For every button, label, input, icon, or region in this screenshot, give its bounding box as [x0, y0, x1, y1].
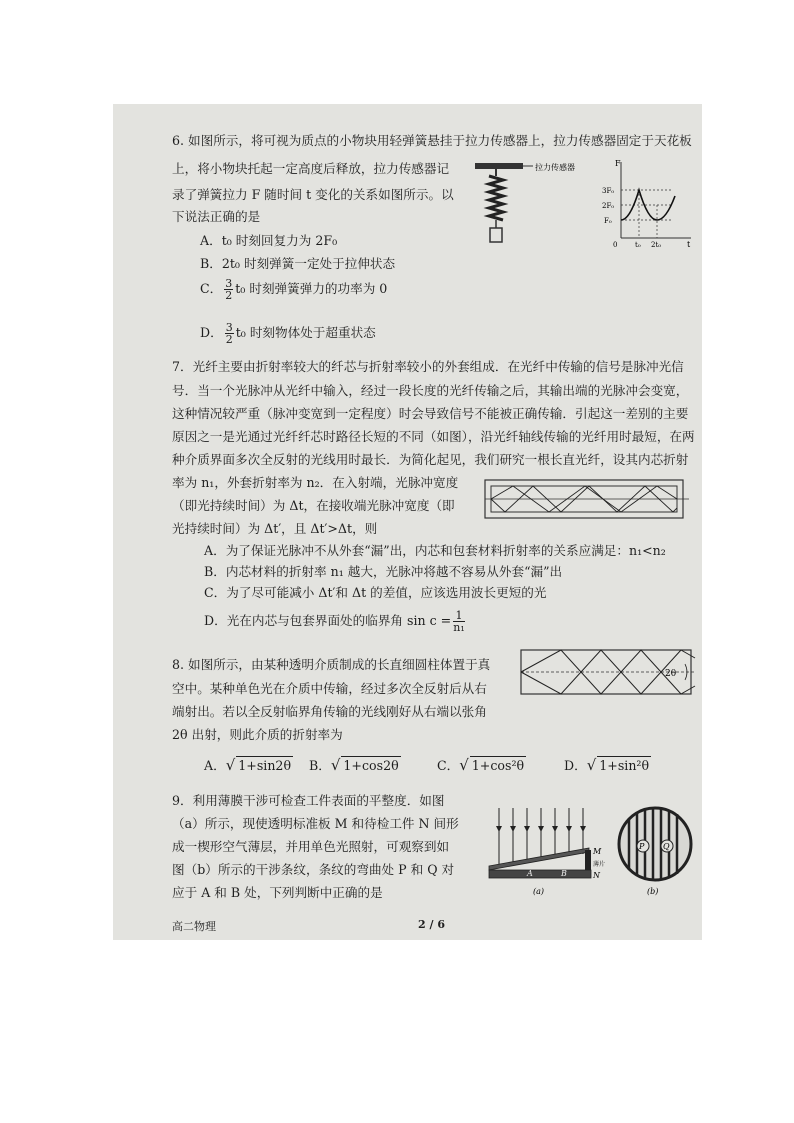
- q7-line2: 号．当一个光脉冲从光纤中输入，经过一段长度的光纤传输之后，其输出端的光脉冲会变宽，: [172, 383, 689, 398]
- label-n: N: [593, 871, 600, 880]
- q6-line4: 下说法正确的是: [172, 209, 261, 224]
- q8-line4: 2θ 出射，则此介质的折射率为: [172, 727, 343, 742]
- graph-2t0: 2t₀: [651, 241, 662, 248]
- q9-line4: 图（b）所示的干涉条纹，条纹的弯曲处 P 和 Q 对: [172, 862, 455, 877]
- q7-line7: （即光持续时间）为 Δt，在接收端光脉冲宽度（即: [172, 498, 455, 513]
- graph-origin: 0: [613, 241, 618, 248]
- wedge-figure-a: [481, 804, 611, 904]
- q7-line8: 光持续时间）为 Δt′，且 Δt′>Δt，则: [172, 521, 378, 536]
- q9-line1: 9．利用薄膜干涉可检查工件表面的平整度．如图: [172, 793, 445, 808]
- fringe-figure-b: [615, 804, 697, 904]
- q7-line3: 这种情况较严重（脉冲变宽到一定程度）时会导致信号不能被正确传输．引起这一差别的主要: [172, 406, 689, 421]
- q8-option-d: D．√ 1+sin²θ: [564, 756, 650, 774]
- sensor-label: 拉力传感器: [535, 163, 575, 172]
- q8-line2: 空中。某种单色光在介质中传输，经过多次全反射后从右: [172, 681, 487, 696]
- q9-line2: （a）所示，现使透明标准板 M 和待检工件 N 间形: [172, 816, 459, 831]
- q6-option-c: C． $\frac{3}{2}$ t₀ 时刻弹簧弹力的功率为 0: [200, 277, 388, 302]
- label-p: P: [639, 842, 645, 851]
- graph-t0: t₀: [635, 241, 641, 248]
- q7-option-b: B．内芯材料的折射率 n₁ 越大，光脉冲将越不容易从外套“漏”出: [204, 564, 563, 579]
- graph-axis-f: F: [615, 159, 621, 168]
- cylinder-figure: [517, 642, 697, 702]
- q6-line3: 录了弹簧拉力 F 随时间 t 变化的关系如图所示。以: [172, 187, 454, 202]
- q9-line5: 应于 A 和 B 处，下列判断中正确的是: [172, 885, 383, 900]
- q6-line2: 上，将小物块托起一定高度后释放，拉力传感器记: [172, 161, 450, 176]
- q7-line1: 7．光纤主要由折射率较大的纤芯与折射率较小的外套组成．在光纤中传输的信号是脉冲光信: [172, 359, 684, 374]
- exam-page: [113, 104, 702, 940]
- caption-b: (b): [647, 887, 659, 896]
- optical-fiber-figure: [483, 474, 691, 524]
- graph-axis-t: t: [687, 240, 691, 248]
- q8-line1: 8. 如图所示，由某种透明介质制成的长直细圆柱体置于真: [172, 657, 491, 672]
- q9-line3: 成一楔形空气薄层，并用单色光照射，可观察到如: [172, 839, 450, 854]
- q6-line1: 6. 如图所示，将可视为质点的小物块用轻弹簧悬挂于拉力传感器上，拉力传感器固定于天花板: [172, 133, 692, 148]
- footer-page-number: 2 / 6: [418, 918, 445, 931]
- q7-option-a: A．为了保证光脉冲不从外套“漏”出，内芯和包套材料折射率的关系应满足：n₁<n₂: [204, 543, 666, 558]
- label-film: 薄片: [593, 861, 606, 868]
- force-time-graph: [601, 158, 693, 248]
- q6-option-d: D． $\frac{3}{2}$ t₀ 时刻物体处于超重状态: [200, 321, 376, 346]
- caption-a: (a): [533, 887, 545, 896]
- spring-sensor-figure: [471, 158, 591, 248]
- q7-option-c: C．为了尽可能减小 Δt′和 Δt 的差值，应该选用波长更短的光: [204, 585, 547, 600]
- graph-f0: F₀: [604, 217, 612, 225]
- q6-option-b: B．2t₀ 时刻弹簧一定处于拉伸状态: [200, 256, 396, 271]
- q8-option-c: C．√ 1+cos²θ: [437, 756, 525, 774]
- q7-option-d: D．光在内芯与包套界面处的临界角 sin c = $\frac{1}{\text{n₁}}$: [204, 609, 465, 634]
- label-b: B: [561, 869, 567, 878]
- q8-line3: 端射出。若以全反射临界角传输的光线刚好从右端以张角: [172, 704, 487, 719]
- q8-option-b: B．√ 1+cos2θ: [309, 756, 399, 774]
- graph-2f0: 2F₀: [602, 202, 615, 210]
- q7-line5: 种介质界面多次全反射的光线用时最长．为简化起见，我们研究一根长直光纤，设其内芯折射: [172, 452, 689, 467]
- q6-option-a: A．t₀ 时刻回复力为 2F₀: [200, 233, 338, 248]
- label-q: Q: [663, 842, 670, 851]
- cylinder-angle-label: 2θ: [665, 669, 677, 679]
- graph-3f0: 3F₀: [602, 187, 615, 195]
- label-m: M: [593, 847, 602, 856]
- label-a: A: [527, 869, 533, 878]
- footer-subject: 高二物理: [172, 920, 216, 933]
- q7-line4: 原因之一是光通过光纤纤芯时路径长短的不同（如图），沿光纤轴线传输的光纤用时最短，在两: [172, 429, 695, 444]
- q8-option-a: A．√ 1+sin2θ: [204, 756, 292, 774]
- q7-line6: 率为 n₁，外套折射率为 n₂．在入射端，光脉冲宽度: [172, 475, 459, 490]
